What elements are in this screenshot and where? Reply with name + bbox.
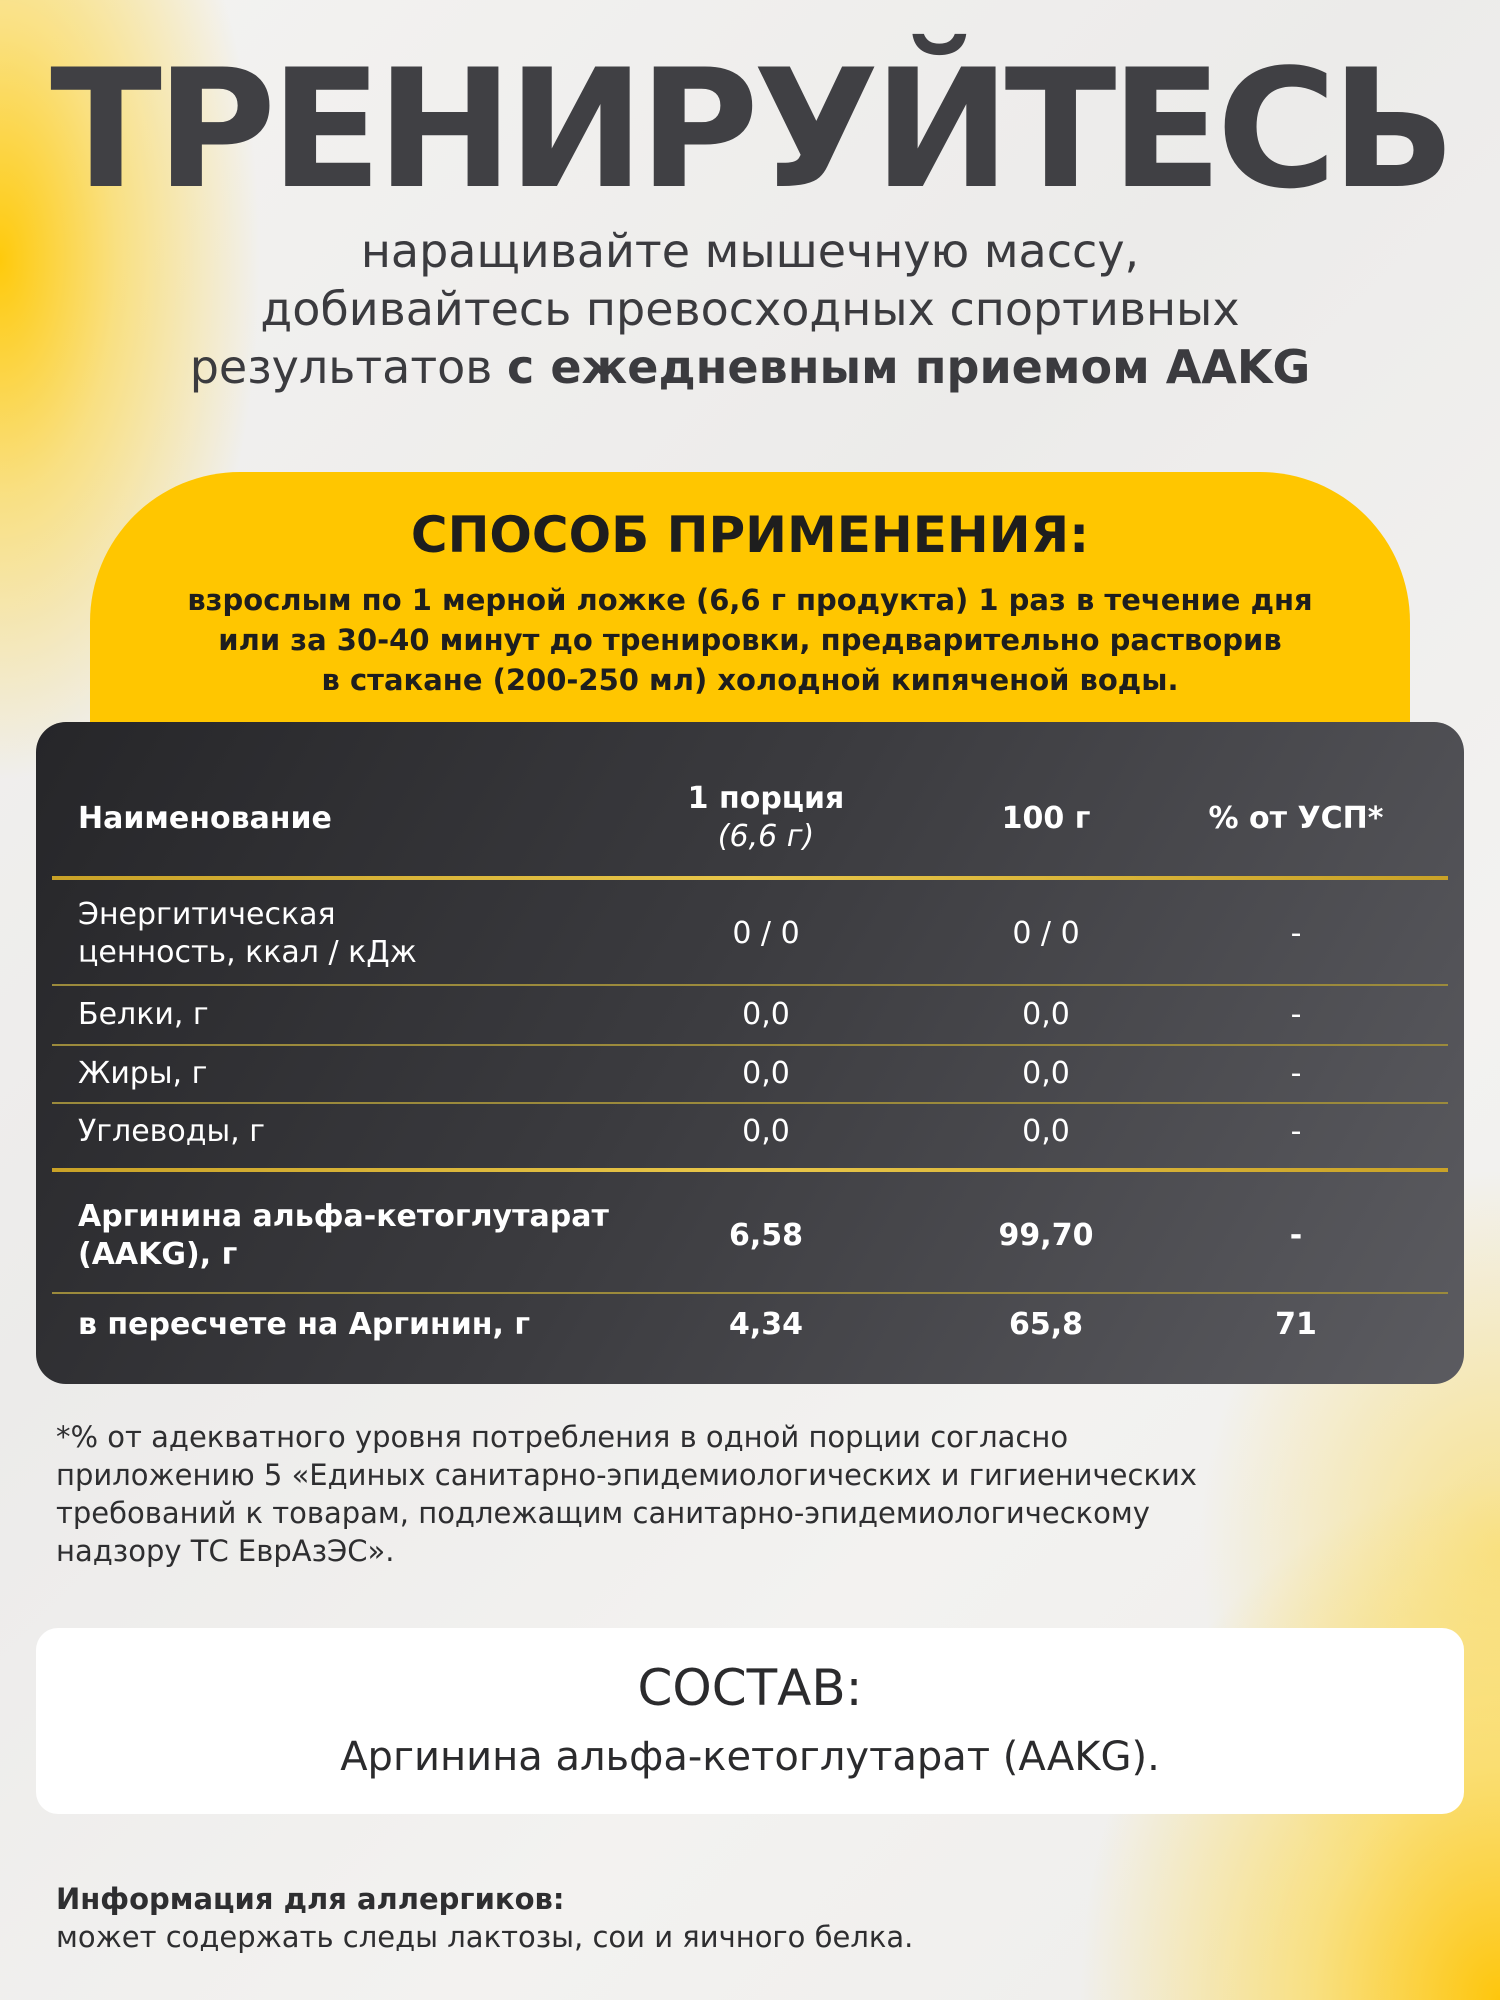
row-divider xyxy=(52,1102,1448,1104)
method-title: СПОСОБ ПРИМЕНЕНИЯ: xyxy=(410,506,1090,564)
subhead-line-1: наращивайте мышечную массу, xyxy=(360,224,1140,278)
footnote-line-3: требований к товарам, подлежащим санитарно-эпидемиологическому xyxy=(56,1496,1150,1530)
row-energy-name-2: ценность, ккал / кДж xyxy=(78,935,417,970)
method-line-3: в стакане (200-250 мл) холодной кипяченой воды. xyxy=(321,663,1179,697)
row-divider xyxy=(52,1292,1448,1294)
row-energy-portion: 0 / 0 xyxy=(732,916,800,951)
row-arginine-name: в пересчете на Аргинин, г xyxy=(78,1307,531,1342)
allergy-info xyxy=(56,1880,1356,1956)
row-divider xyxy=(52,1044,1448,1046)
footnote-line-4: надзору ТС ЕврАзЭС». xyxy=(56,1534,395,1568)
header-rda: % от УСП* xyxy=(1208,801,1384,836)
allergy-text: может содержать следы лактозы, сои и яичного белка. xyxy=(56,1920,914,1954)
method-text xyxy=(0,580,1500,700)
footnote-line-2: приложению 5 «Единых санитарно-эпидемиологических и гигиенических xyxy=(56,1458,1197,1492)
allergy-title: Информация для аллергиков: xyxy=(56,1882,565,1916)
row-divider xyxy=(52,984,1448,986)
row-arginine-per100: 65,8 xyxy=(1008,1307,1084,1342)
subhead-line-3-regular: результатов xyxy=(189,340,493,394)
row-arginine-rda: 71 xyxy=(1275,1307,1317,1342)
row-fat-portion: 0,0 xyxy=(742,1056,790,1091)
nutrition-table xyxy=(36,722,1464,1384)
composition-text: Аргинина альфа-кетоглутарат (AAKG). xyxy=(340,1734,1160,1780)
subhead-line-2: добивайтесь превосходных спортивных xyxy=(260,282,1240,336)
row-fat-rda: - xyxy=(1290,1056,1302,1091)
method-line-2: или за 30-40 минут до тренировки, предварительно растворив xyxy=(218,623,1282,657)
row-aakg-per100: 99,70 xyxy=(998,1218,1094,1253)
footnote-line-1: *% от адекватного уровня потребления в одной порции согласно xyxy=(56,1420,1069,1454)
header-portion: 1 порция xyxy=(687,781,845,816)
subhead-line-3 xyxy=(0,338,1500,396)
row-fat-per100: 0,0 xyxy=(1022,1056,1070,1091)
row-aakg-name-1: Аргинина альфа-кетоглутарат xyxy=(78,1199,609,1234)
row-arginine-portion: 4,34 xyxy=(728,1307,804,1342)
method-line-1: взрослым по 1 мерной ложке (6,6 г продукта) 1 раз в течение дня xyxy=(187,583,1313,617)
composition-title: СОСТАВ: xyxy=(637,1659,863,1717)
row-protein-rda: - xyxy=(1290,997,1302,1032)
row-aakg-portion: 6,58 xyxy=(728,1218,804,1253)
section-divider xyxy=(52,1168,1448,1172)
row-carbs-name: Углеводы, г xyxy=(78,1114,265,1149)
composition-card xyxy=(36,1628,1464,1814)
row-energy-rda: - xyxy=(1290,916,1302,951)
row-aakg-name-2: (AAKG), г xyxy=(78,1237,238,1272)
row-protein-portion: 0,0 xyxy=(742,997,790,1032)
subheadline xyxy=(0,222,1500,396)
row-carbs-rda: - xyxy=(1290,1114,1302,1149)
row-carbs-portion: 0,0 xyxy=(742,1114,790,1149)
row-carbs-per100: 0,0 xyxy=(1022,1114,1070,1149)
row-fat-name: Жиры, г xyxy=(78,1056,208,1091)
row-aakg-rda: - xyxy=(1289,1218,1303,1253)
row-energy-per100: 0 / 0 xyxy=(1012,916,1080,951)
header-divider xyxy=(52,876,1448,880)
subhead-line-3-bold: с ежедневным приемом AAKG xyxy=(507,340,1311,394)
row-energy-name-1: Энергитическая xyxy=(78,897,336,932)
header-portion-sub: (6,6 г) xyxy=(717,819,815,854)
header-per100: 100 г xyxy=(1001,801,1091,836)
row-protein-per100: 0,0 xyxy=(1022,997,1070,1032)
row-protein-name: Белки, г xyxy=(78,997,209,1032)
header-name: Наименование xyxy=(78,801,332,836)
footnote xyxy=(56,1418,1456,1570)
headline: ТРЕНИРУЙТЕСЬ xyxy=(50,34,1450,225)
